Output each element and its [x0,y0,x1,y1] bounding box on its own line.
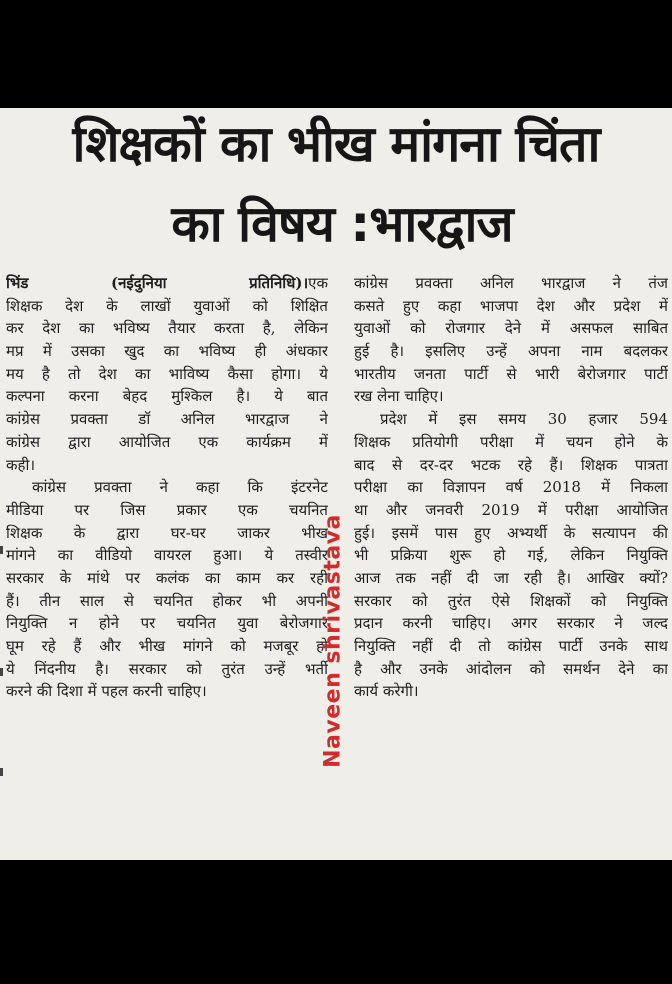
left-line: कांग्रेस द्वारा आयोजित एक कार्यक्रम में [6,432,328,451]
right-line: प्रदेश में इस समय 30 हजार 594 [380,410,668,429]
left-line-1-text: एक [308,274,328,292]
right-line: कसते हुए कहा भाजपा देश और प्रदेश में [354,296,668,315]
left-column [6,272,328,703]
right-line: है और उनके आंदोलन को समर्थन देने का [354,659,668,678]
left-line: घूम रहे हैं और भीख मांगने को मजबूर हो [6,637,328,655]
right-line: कांग्रेस प्रवक्ता अनिल भारद्वाज ने तंज [354,274,668,292]
left-line: मय है तो देश का भाविष्य कैसा होगा। ये [6,364,328,383]
left-line: शिक्षक के द्वारा घर-घर जाकर भीख [6,523,328,542]
right-line: प्रदान करनी चाहिए। अगर सरकार ने जल्द [354,614,668,633]
left-line: हैं। तीन साल से चयनित होकर भी अपनी [6,591,328,610]
left-line: शिक्षक देश के लाखों युवाओं को शिक्षित [6,296,328,315]
right-line: हुई। इसमें पास हुए अभ्यर्थी के सत्यापन की [354,523,668,542]
right-line: हुई है। इसलिए उन्हें अपना नाम बदलकर [354,342,668,361]
right-line: रख लेना चाहिए। [354,387,444,406]
watermark [313,506,353,776]
right-line: था और जनवरी 2019 में परीक्षा आयोजित [354,500,668,519]
right-line: युवाओं को रोजगार देने में असफल साबित [354,319,668,338]
left-line-1 [6,272,328,295]
page-edge-mark [0,768,3,776]
left-line: कांग्रेस प्रवक्ता डॉ अनिल भारद्वाज ने [6,410,328,429]
headline-line-2: का विषय :भारद्वाज [171,195,513,253]
left-line: करने की दिशा में पहल करनी चाहिए। [6,682,207,701]
headline-line-1: शिक्षकों का भीख मांगना चिंता [72,115,600,173]
left-line: कही। [6,455,36,474]
left-line: सरकार के मांथे पर कलंक का काम कर रही [6,568,328,587]
left-line: ये निंदनीय है। सरकार को तुरंत उन्हें भर्ती [6,659,328,678]
right-line: नियुक्ति नहीं दी तो कांग्रेस पार्टी उनके साथ [354,637,668,655]
left-line: नियुक्ति न होने पर चयनित युवा बेरोजगार [6,614,328,633]
dateline: भिंड (नईदुनिया प्रतिनिधि)। [6,274,309,292]
left-line: मीडिया पर जिस प्रकार एक चयनित [6,500,328,519]
left-line: कर देश का भविष्य तैयार करता है, लेकिन [6,319,328,338]
left-line: कल्पना करना बेहद मुश्किल है। ये बात [6,387,328,406]
right-line: आज तक नहीं दी जा रही है। आखिर क्यों? [354,568,668,587]
right-line: भारतीय जनता पार्टी से भारी बेरोजगार पार्टी [354,364,668,383]
right-line: सरकार को तुरंत ऐसे शिक्षकों को नियुक्ति [354,591,668,610]
page-edge-mark [0,546,3,554]
right-line: शिक्षक प्रतियोगी परीक्षा में चयन होने के [354,432,668,451]
page-edge-mark [0,668,3,676]
right-line: बाद से दर-दर भटक रहे हैं। शिक्षक पात्रता [354,455,668,474]
left-line: मांगने का वीडियो वायरल हुआ। ये तस्वीर [6,546,328,565]
left-line: मप्र में उसका खुद का भविष्य ही अंधकार [6,342,328,361]
right-column [354,272,668,703]
newspaper-clipping [0,108,672,860]
watermark-text: Naveen shrivastava [320,514,346,768]
left-line: कांग्रेस प्रवक्ता ने कहा कि इंटरनेट [32,478,328,497]
right-line: परीक्षा का विज्ञापन वर्ष 2018 में निकला [354,478,668,497]
right-line: कार्य करेगी। [354,682,419,701]
right-line: भी प्रक्रिया शुरू हो गई, लेकिन नियुक्ति [354,546,668,565]
